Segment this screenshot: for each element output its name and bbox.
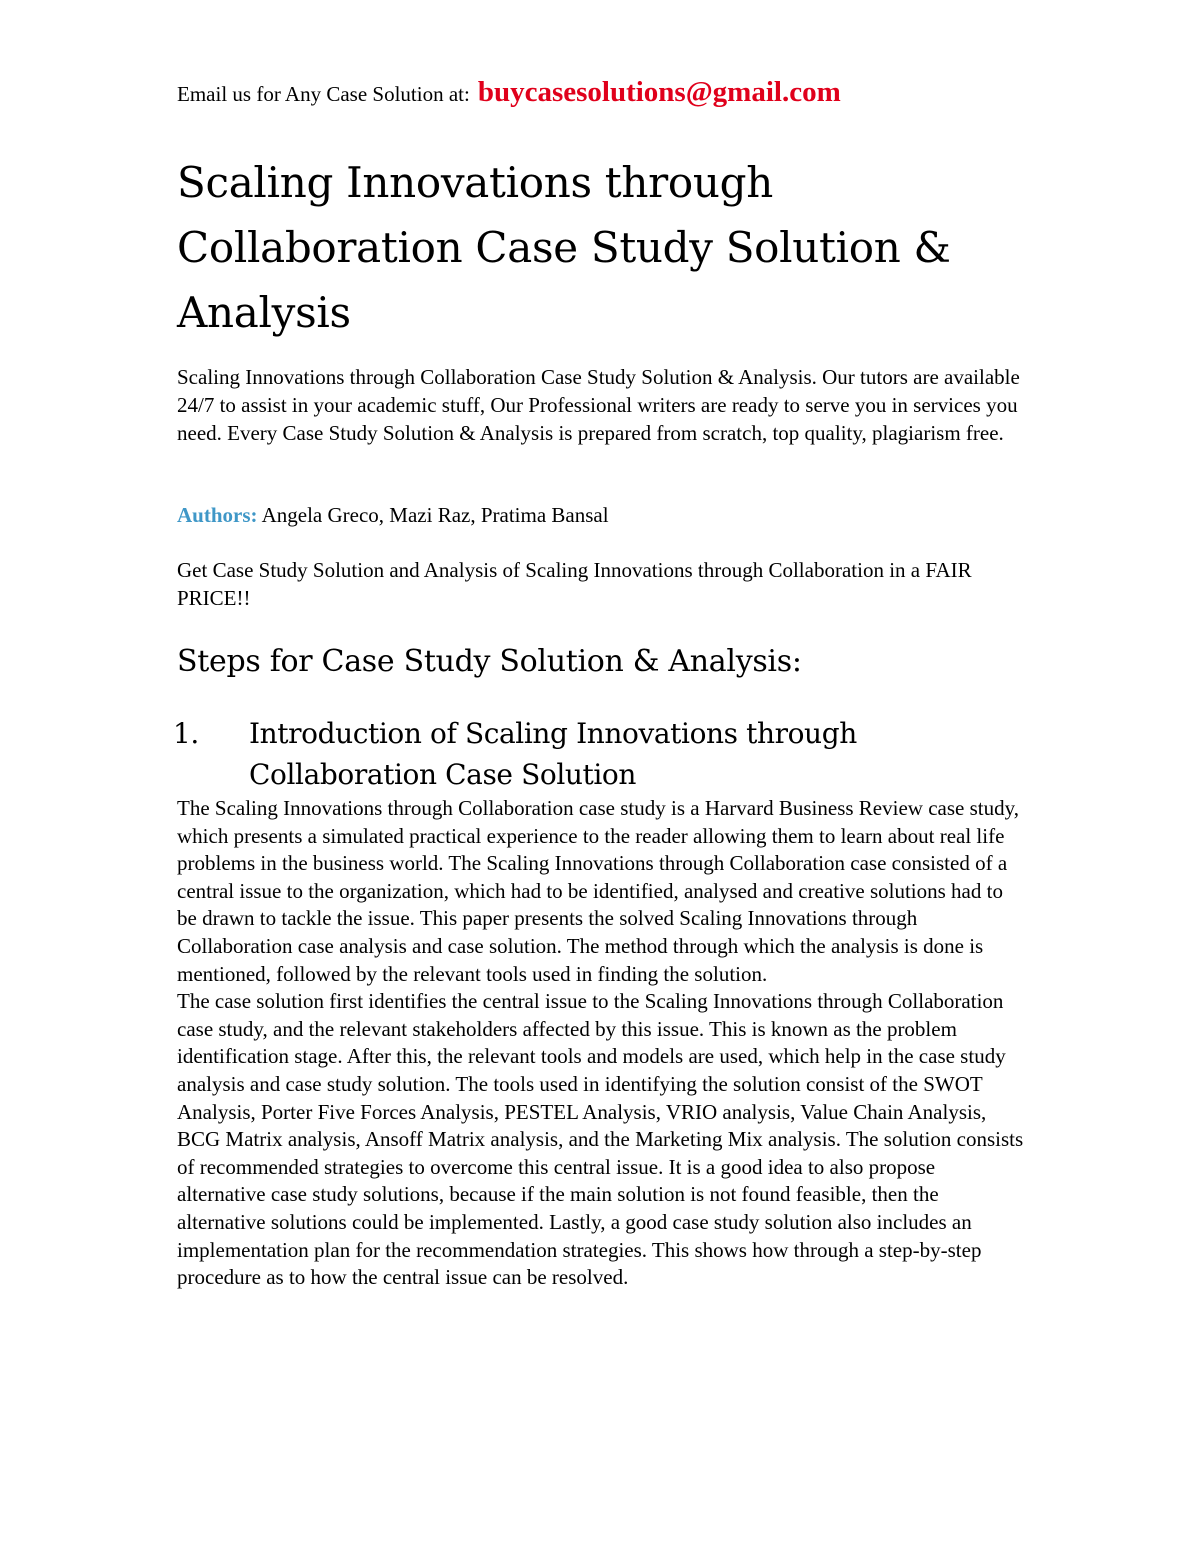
step-title: Introduction of Scaling Innovations through Collaboration Case Solution [249, 717, 857, 791]
email-address-link[interactable]: buycasesolutions@gmail.com [477, 76, 841, 108]
authors-names: Angela Greco, Mazi Raz, Pratima Bansal [261, 503, 609, 527]
body-paragraph-1: The Scaling Innovations through Collaboration case study is a Harvard Business Review case study, which presents a simulated practical experience to the reader allowing them to learn about real life problems in the business world. The Scaling Innovations through Collaboration case consisted of a central issue to the organization, which had to be identified, analysed and creative solutions had to be drawn to tackle the issue. This paper presents the solved Scaling Innovations through Collaboration case analysis and case solution. The method through which the analysis is done is mentioned, followed by the relevant tools used in finding the solution. [177, 796, 1019, 986]
email-line [177, 76, 1037, 110]
body-paragraph-2: The case solution first identifies the central issue to the Scaling Innovations through Collaboration case study, and the relevant stakeholders affected by this issue. This is known as the problem identification stage. After this, the relevant tools and models are used, which help in the case study analysis and case study solution. The tools used in identifying the solution consist of the SWOT Analysis, Porter Five Forces Analysis, PESTEL Analysis, VRIO analysis, Value Chain Analysis, BCG Matrix analysis, Ansoff Matrix analysis, and the Marketing Mix analysis. The solution consists of recommended strategies to overcome this central issue. It is a good idea to also propose alternative case study solutions, because if the main solution is not found feasible, then the alternative solutions could be implemented. Lastly, a good case study solution also includes an implementation plan for the recommendation strategies. This shows how through a step-by-step procedure as to how the central issue can be resolved. [177, 989, 1024, 1290]
intro-paragraph: Scaling Innovations through Collaboration Case Study Solution & Analysis. Our tutors are available 24/7 to assist in your academic stuff, Our Professional writers are ready to serve you in services you need. Every Case Study Solution & Analysis is prepared from scratch, top quality, plagiarism free. [177, 365, 1020, 445]
authors-label: Authors: [177, 503, 258, 527]
step-item-1 [173, 713, 1049, 795]
price-paragraph: Get Case Study Solution and Analysis of Scaling Innovations through Collaboration in a FAIR PRICE!! [177, 558, 972, 610]
step-number: 1. [173, 717, 199, 750]
body-text [177, 795, 1027, 1292]
email-prompt: Email us for Any Case Solution at: [177, 82, 470, 106]
document-page [173, 0, 1037, 1553]
steps-heading: Steps for Case Study Solution & Analysis: [177, 644, 802, 679]
authors-line [177, 501, 1027, 529]
page-title: Scaling Innovations through Collaboration Case Study Solution & Analysis [177, 158, 951, 337]
